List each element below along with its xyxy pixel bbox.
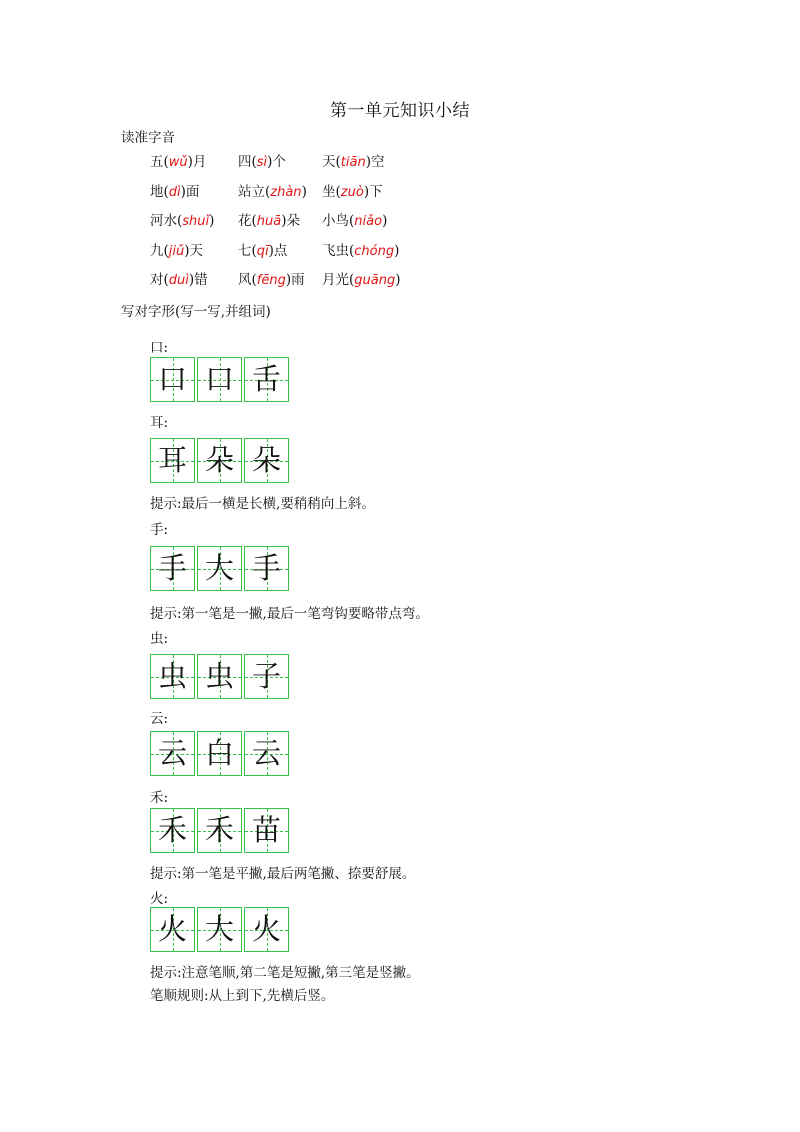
tianzige-grid bbox=[150, 654, 291, 700]
pinyin-reading: shuǐ bbox=[182, 214, 210, 229]
pinyin-word bbox=[238, 180, 307, 200]
pinyin-word bbox=[238, 268, 305, 288]
pinyin-reading: jiǔ bbox=[168, 244, 185, 259]
tianzige-grid bbox=[150, 357, 291, 403]
tianzige-box bbox=[150, 731, 195, 776]
practice-character: 朵 bbox=[251, 443, 281, 477]
tianzige-box bbox=[244, 438, 289, 483]
word-hanzi-after: )雨 bbox=[285, 272, 305, 288]
word-hanzi-before: 小鸟( bbox=[322, 213, 355, 229]
pinyin-word bbox=[322, 239, 399, 259]
pinyin-reading: sì bbox=[256, 155, 268, 170]
pinyin-word bbox=[150, 180, 199, 200]
word-hanzi-before: 地( bbox=[150, 184, 169, 200]
tianzige-box bbox=[150, 546, 195, 591]
word-hanzi-before: 七( bbox=[238, 243, 257, 259]
word-hanzi-before: 坐( bbox=[322, 184, 341, 200]
character-label: 口: bbox=[150, 340, 169, 356]
word-hanzi-after: ) bbox=[301, 184, 307, 200]
pinyin-word bbox=[150, 268, 208, 288]
word-hanzi-after: )面 bbox=[180, 184, 200, 200]
pinyin-word bbox=[238, 209, 300, 229]
tianzige-box bbox=[150, 357, 195, 402]
word-hanzi-after: )空 bbox=[365, 154, 385, 170]
pinyin-word bbox=[150, 209, 214, 229]
practice-character: 手 bbox=[157, 551, 187, 585]
section-heading-pronunciation: 读准字音 bbox=[121, 130, 175, 146]
pinyin-reading: niǎo bbox=[354, 214, 383, 229]
writing-tip: 提示:注意笔顺,第二笔是短撇,第三笔是竖撇。 bbox=[150, 965, 420, 981]
character-label: 手: bbox=[150, 522, 169, 538]
practice-character: 口 bbox=[204, 362, 234, 396]
word-hanzi-before: 九( bbox=[150, 243, 169, 259]
pinyin-word bbox=[238, 150, 286, 170]
character-label: 虫: bbox=[150, 631, 169, 647]
pinyin-reading: huā bbox=[256, 214, 282, 229]
practice-character: 火 bbox=[251, 912, 281, 946]
pinyin-reading: zuò bbox=[340, 185, 364, 200]
character-label: 云: bbox=[150, 711, 169, 727]
practice-character: 禾 bbox=[204, 813, 234, 847]
pinyin-word bbox=[150, 150, 206, 170]
word-hanzi-before: 四( bbox=[238, 154, 257, 170]
writing-tip: 提示:第一笔是平撇,最后两笔撇、捺要舒展。 bbox=[150, 866, 416, 882]
tianzige-box bbox=[244, 357, 289, 402]
word-hanzi-after: )月 bbox=[187, 154, 207, 170]
practice-character: 云 bbox=[157, 736, 187, 770]
word-hanzi-before: 河水( bbox=[150, 213, 183, 229]
tianzige-grid bbox=[150, 731, 291, 777]
word-hanzi-before: 花( bbox=[238, 213, 257, 229]
character-label: 禾: bbox=[150, 790, 169, 806]
practice-character: 耳 bbox=[157, 443, 187, 477]
word-hanzi-after: )个 bbox=[267, 154, 286, 170]
pinyin-word bbox=[322, 268, 401, 288]
tianzige-box bbox=[244, 907, 289, 952]
pinyin-reading: duì bbox=[168, 273, 189, 288]
word-hanzi-before: 风( bbox=[238, 272, 257, 288]
word-hanzi-before: 天( bbox=[322, 154, 341, 170]
tianzige-box bbox=[244, 546, 289, 591]
writing-tip: 提示:第一笔是一撇,最后一笔弯钩要略带点弯。 bbox=[150, 606, 429, 622]
section-heading-writing: 写对字形(写一写,并组词) bbox=[121, 304, 271, 320]
tianzige-box bbox=[150, 654, 195, 699]
word-hanzi-before: 月光( bbox=[322, 272, 355, 288]
tianzige-box bbox=[197, 654, 242, 699]
tianzige-box bbox=[197, 731, 242, 776]
tianzige-box bbox=[244, 808, 289, 853]
tianzige-grid bbox=[150, 808, 291, 854]
practice-character: 虫 bbox=[157, 659, 187, 693]
pinyin-reading: chóng bbox=[354, 244, 395, 259]
tianzige-grid bbox=[150, 438, 291, 484]
word-hanzi-after: )下 bbox=[363, 184, 383, 200]
tianzige-box bbox=[197, 907, 242, 952]
pinyin-word bbox=[322, 150, 384, 170]
page-title: 第一单元知识小结 bbox=[330, 101, 470, 121]
tianzige-box bbox=[244, 731, 289, 776]
pinyin-word bbox=[150, 239, 203, 259]
pinyin-reading: guāng bbox=[354, 273, 396, 288]
pinyin-reading: qī bbox=[256, 244, 269, 259]
word-hanzi-after: )错 bbox=[188, 272, 208, 288]
practice-character: 口 bbox=[157, 362, 187, 396]
tianzige-box bbox=[244, 654, 289, 699]
tianzige-box bbox=[150, 808, 195, 853]
tianzige-box bbox=[197, 808, 242, 853]
tianzige-box bbox=[197, 438, 242, 483]
practice-character: 舌 bbox=[251, 362, 281, 396]
word-hanzi-after: )朵 bbox=[281, 213, 301, 229]
pinyin-reading: tiān bbox=[340, 155, 366, 170]
stroke-order-rule: 笔顺规则:从上到下,先横后竖。 bbox=[150, 988, 335, 1004]
word-hanzi-after: ) bbox=[382, 213, 388, 229]
word-hanzi-after: )点 bbox=[268, 243, 288, 259]
tianzige-box bbox=[150, 438, 195, 483]
tianzige-grid bbox=[150, 907, 291, 953]
word-hanzi-after: )天 bbox=[184, 243, 204, 259]
word-hanzi-after: ) bbox=[394, 243, 400, 259]
word-hanzi-after: ) bbox=[209, 213, 215, 229]
character-label: 耳: bbox=[150, 415, 169, 431]
writing-tip: 提示:最后一横是长横,要稍稍向上斜。 bbox=[150, 496, 375, 512]
tianzige-grid bbox=[150, 546, 291, 592]
word-hanzi-before: 飞虫( bbox=[322, 243, 355, 259]
pinyin-word bbox=[322, 180, 383, 200]
word-hanzi-after: ) bbox=[395, 272, 401, 288]
pinyin-word bbox=[322, 209, 387, 229]
practice-character: 禾 bbox=[157, 813, 187, 847]
practice-character: 大 bbox=[204, 551, 234, 585]
practice-character: 苗 bbox=[251, 813, 281, 847]
practice-character: 火 bbox=[157, 912, 187, 946]
pinyin-reading: fēng bbox=[256, 273, 286, 288]
practice-character: 子 bbox=[251, 659, 281, 693]
practice-character: 虫 bbox=[204, 659, 234, 693]
pinyin-reading: wǔ bbox=[168, 155, 188, 170]
tianzige-box bbox=[197, 546, 242, 591]
tianzige-box bbox=[197, 357, 242, 402]
practice-character: 手 bbox=[251, 551, 281, 585]
practice-character: 云 bbox=[251, 736, 281, 770]
practice-character: 白 bbox=[204, 736, 234, 770]
pinyin-reading: dì bbox=[168, 185, 181, 200]
practice-character: 大 bbox=[204, 912, 234, 946]
word-hanzi-before: 对( bbox=[150, 272, 169, 288]
tianzige-box bbox=[150, 907, 195, 952]
practice-character: 朵 bbox=[204, 443, 234, 477]
word-hanzi-before: 五( bbox=[150, 154, 169, 170]
pinyin-word bbox=[238, 239, 287, 259]
character-label: 火: bbox=[150, 891, 169, 907]
word-hanzi-before: 站立( bbox=[238, 184, 271, 200]
pinyin-reading: zhàn bbox=[270, 185, 302, 200]
